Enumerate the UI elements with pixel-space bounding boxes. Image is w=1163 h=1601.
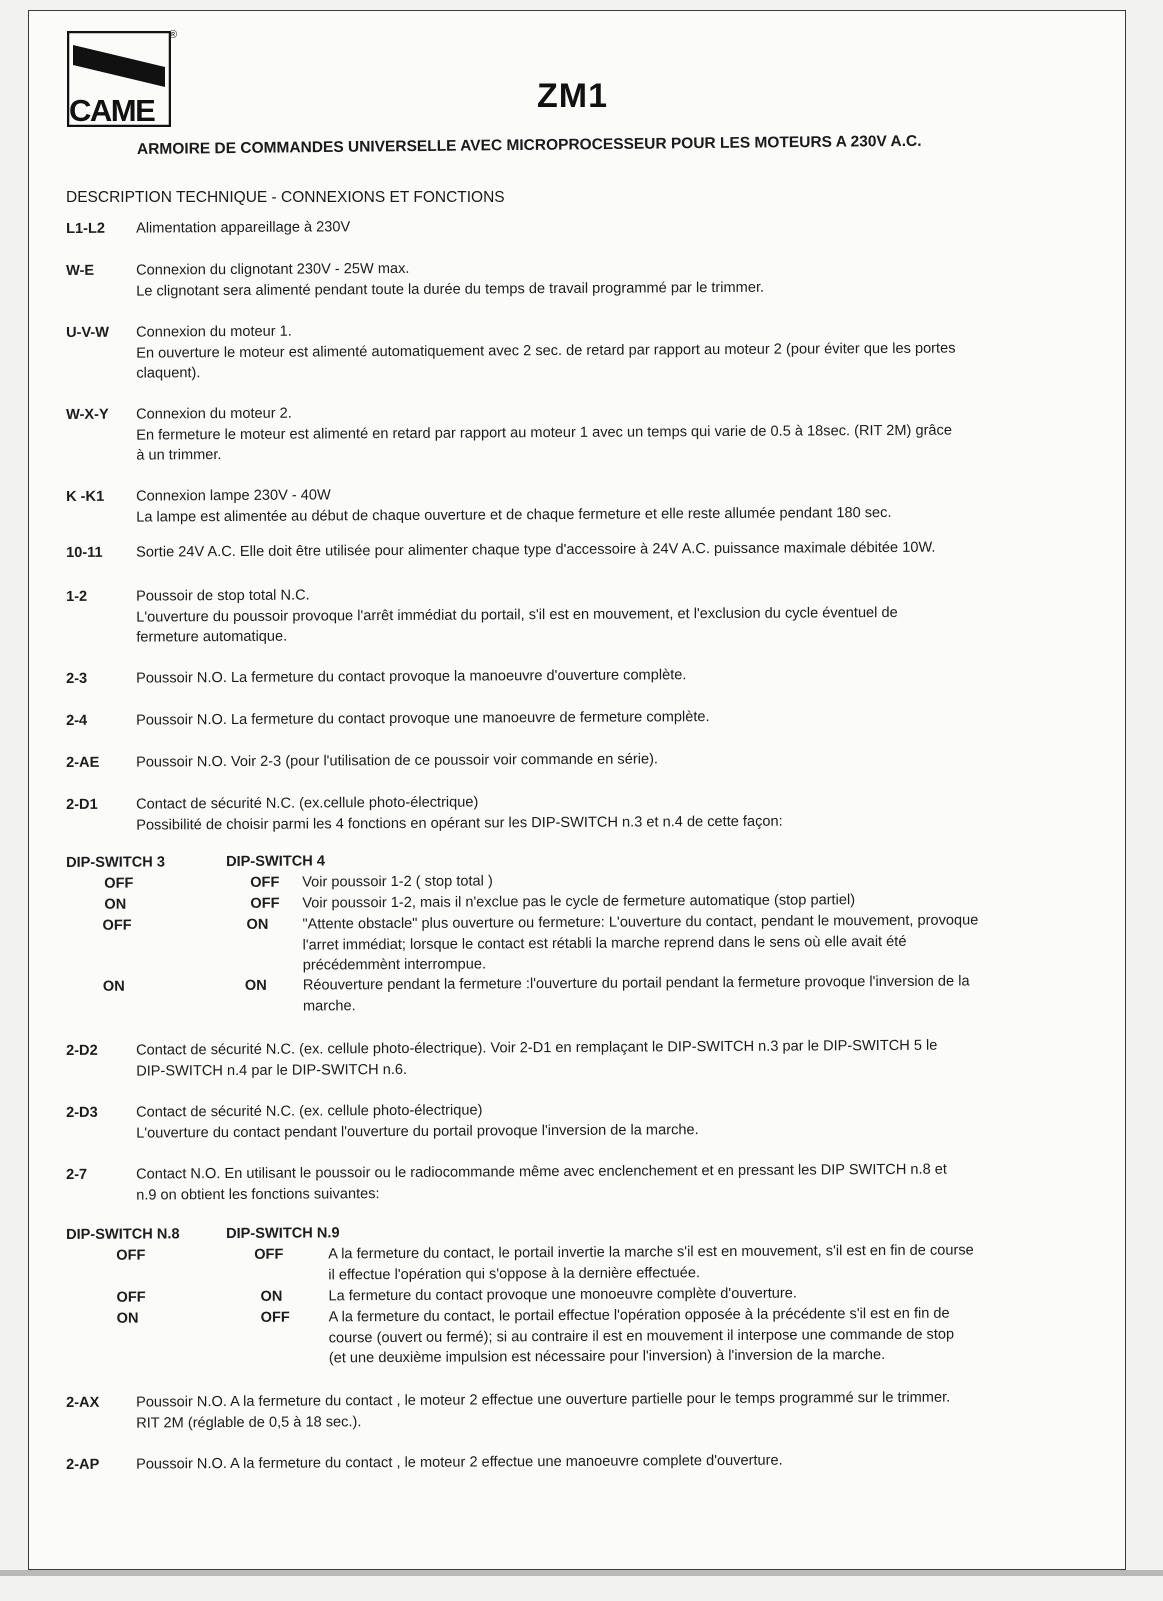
function-line: course (ouvert ou fermé); si au contraire il est en mouvement il interpose une commande de stop bbox=[328, 1326, 955, 1346]
description-line: L'ouverture du poussoir provoque l'arrêt immédiat du portail, s'il est en mouvement, et l'exclusion du cycle éventuel de bbox=[136, 604, 898, 626]
terminal-description bbox=[136, 581, 1076, 648]
terminal-code: 2-AX bbox=[66, 1394, 100, 1411]
description-line: L'ouverture du contact pendant l'ouverture du portail provoque l'inversion de la marche. bbox=[136, 1121, 699, 1142]
terminal-description bbox=[136, 213, 1076, 239]
description-line: RIT 2M (réglable de 0,5 à 18 sec.). bbox=[136, 1413, 362, 1432]
terminal-code: W-E bbox=[66, 262, 95, 279]
description-line: Poussoir de stop total N.C. bbox=[136, 587, 310, 605]
dip-switch-state-b: ON bbox=[244, 977, 267, 994]
dip-switch-table-8-9 bbox=[66, 1219, 1096, 1367]
function-line: A la fermeture du contact, le portail invertie la marche s'il est en mouvement, s'il est en fin de course bbox=[328, 1242, 974, 1263]
model-title: ZM1 bbox=[537, 77, 608, 115]
terminal-code: K -K1 bbox=[66, 488, 105, 505]
dip-switch-header-a: DIP-SWITCH 3 bbox=[66, 854, 166, 871]
dip-switch-row bbox=[67, 1303, 1097, 1371]
dip-switch-function bbox=[303, 971, 1097, 1017]
document-subtitle: ARMOIRE DE COMMANDES UNIVERSELLE AVEC MICROPROCESSEUR POUR LES MOTEURS A 230V A.C. bbox=[136, 132, 922, 158]
dip-switch-state-a: ON bbox=[104, 896, 127, 913]
terminal-description bbox=[136, 1035, 1076, 1082]
terminal-code: 2-3 bbox=[66, 670, 88, 687]
terminal-entry bbox=[66, 1097, 1076, 1144]
function-line: A la fermeture du contact, le portail effectue l'opération opposée à la précédente s'il est en fin de bbox=[328, 1305, 950, 1326]
terminal-code: 2-4 bbox=[66, 712, 88, 729]
terminal-code: W-X-Y bbox=[66, 406, 109, 423]
function-line: Voir poussoir 1-2 ( stop total ) bbox=[302, 873, 493, 891]
terminal-description bbox=[136, 1387, 1076, 1434]
dip-switch-function bbox=[302, 910, 1096, 976]
logo-text: CAME bbox=[69, 93, 155, 128]
terminal-code: 10-11 bbox=[66, 544, 103, 561]
terminal-entry bbox=[66, 1159, 1076, 1206]
document-page bbox=[28, 10, 1126, 1570]
description-line: Poussoir N.O. La fermeture du contact provoque la manoeuvre d'ouverture complète. bbox=[136, 667, 687, 687]
function-line: précédemmènt interrompue. bbox=[302, 956, 487, 974]
description-line: Contact de sécurité N.C. (ex.cellule photo-électrique) bbox=[136, 794, 479, 813]
terminal-code: 2-AP bbox=[66, 1456, 100, 1473]
section-title: DESCRIPTION TECHNIQUE - CONNEXIONS ET FONCTIONS bbox=[66, 189, 505, 206]
dip-switch-function bbox=[329, 1303, 1097, 1369]
dip-switch-row bbox=[67, 971, 1097, 1018]
terminal-description bbox=[136, 481, 1076, 528]
description-line: La lampe est alimentée au début de chaque ouverture et de chaque fermeture et elle reste allumée pendant 180 sec. bbox=[136, 504, 892, 526]
description-line: claquent). bbox=[136, 365, 201, 382]
terminal-code: 2-AE bbox=[66, 754, 100, 771]
terminal-code: 2-D1 bbox=[66, 796, 98, 813]
description-line: Contact N.O. En utilisant le poussoir ou le radiocommande même avec enclenchement et en pressant les DIP SWITCH n.8 et bbox=[136, 1161, 947, 1183]
terminal-entry bbox=[66, 537, 1076, 564]
terminal-code: L1-L2 bbox=[66, 220, 106, 237]
terminal-entry bbox=[66, 705, 1076, 732]
function-line: l'arret immédiat; lorsque le contact est rétabli la marche reprend dans le sens où elle avait été bbox=[302, 933, 907, 954]
dip-switch-state-b: OFF bbox=[250, 874, 280, 891]
terminal-description bbox=[136, 317, 1076, 384]
description-line: DIP-SWITCH n.4 par le DIP-SWITCH n.6. bbox=[136, 1061, 408, 1080]
terminal-entry bbox=[66, 789, 1076, 836]
terminal-entry bbox=[66, 747, 1076, 774]
terminal-description bbox=[136, 663, 1076, 689]
dip-switch-state-b: ON bbox=[246, 916, 269, 933]
description-line: Le clignotant sera alimenté pendant toute la durée du temps de travail programmé par le trimmer. bbox=[136, 279, 765, 300]
description-line: Poussoir N.O. Voir 2-3 (pour l'utilisation de ce poussoir voir commande en série). bbox=[136, 751, 659, 771]
dip-switch-state-b: OFF bbox=[254, 1246, 284, 1263]
description-line: Poussoir N.O. A la fermeture du contact , le moteur 2 effectue une ouverture partielle pour le temps programmé sur le trimmer. bbox=[136, 1389, 951, 1411]
terminal-entry bbox=[66, 317, 1076, 385]
terminal-entry bbox=[66, 213, 1076, 240]
terminal-code: 2-D2 bbox=[66, 1042, 98, 1059]
description-line: En fermeture le moteur est alimenté en retard par rapport au moteur 1 avec un temps qui varie de 0.5 à 18sec. (RIT 2M) grâce bbox=[136, 422, 952, 444]
description-line: Connexion du moteur 1. bbox=[136, 323, 292, 341]
terminal-entry bbox=[66, 1449, 1076, 1476]
dip-switch-function bbox=[328, 1240, 1096, 1286]
dip-switch-state-a: OFF bbox=[116, 1289, 146, 1306]
description-line: Connexion du clignotant 230V - 25W max. bbox=[136, 260, 410, 279]
description-line: En ouverture le moteur est alimenté automatiquement avec 2 sec. de retard par rapport au moteur 2 (pour éviter que les portes bbox=[136, 340, 956, 362]
dip-switch-header-b: DIP-SWITCH N.9 bbox=[226, 1225, 340, 1243]
dip-switch-row bbox=[66, 910, 1096, 978]
dip-switch-header-a: DIP-SWITCH N.8 bbox=[66, 1226, 180, 1243]
terminal-description bbox=[136, 747, 1076, 773]
function-line: "Attente obstacle" plus ouverture ou fermeture: L'ouverture du contact, pendant le mouvement, provoque bbox=[302, 912, 979, 933]
dip-switch-table-3-4 bbox=[66, 847, 1096, 1015]
dip-switch-state-b: ON bbox=[260, 1288, 283, 1305]
description-line: à un trimmer. bbox=[136, 447, 222, 464]
terminal-description bbox=[136, 1449, 1076, 1475]
function-line: il effectue l'opération qui s'oppose à la dernière effectuée. bbox=[328, 1264, 701, 1283]
function-line: (et une deuxième impulsion est nécessaire pour l'inversion) à l'inversion de la marche. bbox=[328, 1346, 886, 1367]
description-line: Poussoir N.O. A la fermeture du contact , le moteur 2 effectue une manoeuvre complete d'ouverture. bbox=[136, 1452, 783, 1473]
description-line: Connexion du moteur 2. bbox=[136, 405, 292, 423]
terminal-entry bbox=[66, 663, 1076, 690]
terminal-description bbox=[136, 1159, 1076, 1206]
dip-switch-state-a: ON bbox=[116, 1310, 139, 1327]
terminal-code: 1-2 bbox=[66, 588, 88, 605]
terminal-entry bbox=[66, 1387, 1076, 1434]
description-line: n.9 on obtient les fonctions suivantes: bbox=[136, 1185, 380, 1204]
description-line: Sortie 24V A.C. Elle doit être utilisée pour alimenter chaque type d'accessoire à 24V A.C. puissance maximale débitée 10W. bbox=[136, 539, 936, 561]
dip-switch-header-b: DIP-SWITCH 4 bbox=[226, 853, 326, 871]
terminal-description bbox=[136, 255, 1076, 302]
description-line: Contact de sécurité N.C. (ex. cellule photo-électrique). Voir 2-D1 en remplaçant le DIP-SWITCH n.3 par le DIP-SWITCH 5 le bbox=[136, 1037, 938, 1059]
terminal-entry bbox=[66, 581, 1076, 649]
description-line: fermeture automatique. bbox=[136, 628, 288, 646]
dip-switch-state-b: OFF bbox=[260, 1309, 290, 1326]
terminal-entry bbox=[66, 1035, 1076, 1082]
terminal-code: 2-7 bbox=[66, 1166, 88, 1183]
registered-mark: ® bbox=[169, 29, 178, 41]
description-line: Connexion lampe 230V - 40W bbox=[136, 487, 331, 505]
description-line: Possibilité de choisir parmi les 4 fonctions en opérant sur les DIP-SWITCH n.3 et n.4 de cette façon: bbox=[136, 813, 783, 834]
dip-switch-state-a: OFF bbox=[104, 875, 134, 892]
description-line: Poussoir N.O. La fermeture du contact provoque une manoeuvre de fermeture complète. bbox=[136, 709, 710, 729]
terminal-description bbox=[136, 399, 1076, 466]
function-line: Réouverture pendant la fermeture :l'ouverture du portail pendant la fermeture provoque l'inversion de la bbox=[302, 973, 970, 994]
terminal-description bbox=[136, 537, 1076, 563]
terminal-description bbox=[136, 789, 1076, 836]
scan-edge bbox=[0, 1570, 1163, 1576]
dip-switch-state-a: ON bbox=[102, 978, 125, 995]
dip-switch-row bbox=[66, 1240, 1096, 1287]
function-line: Voir poussoir 1-2, mais il n'exclue pas le cycle de fermeture automatique (stop partiel) bbox=[302, 892, 856, 912]
terminal-entry bbox=[66, 399, 1076, 467]
terminal-entry bbox=[66, 481, 1076, 528]
terminal-code: U-V-W bbox=[66, 324, 110, 341]
function-line: marche. bbox=[302, 997, 356, 1015]
function-line: La fermeture du contact provoque une monoeuvre complète d'ouverture. bbox=[328, 1285, 797, 1305]
dip-switch-state-b: OFF bbox=[250, 895, 280, 912]
description-line: Contact de sécurité N.C. (ex. cellule photo-électrique) bbox=[136, 1102, 483, 1121]
terminal-description bbox=[136, 705, 1076, 731]
terminal-entry bbox=[66, 255, 1076, 302]
terminal-description bbox=[136, 1097, 1076, 1144]
description-line: Alimentation appareillage à 230V bbox=[136, 219, 351, 237]
dip-switch-state-a: OFF bbox=[102, 917, 132, 934]
terminal-code: 2-D3 bbox=[66, 1104, 98, 1121]
dip-switch-state-a: OFF bbox=[116, 1247, 146, 1264]
